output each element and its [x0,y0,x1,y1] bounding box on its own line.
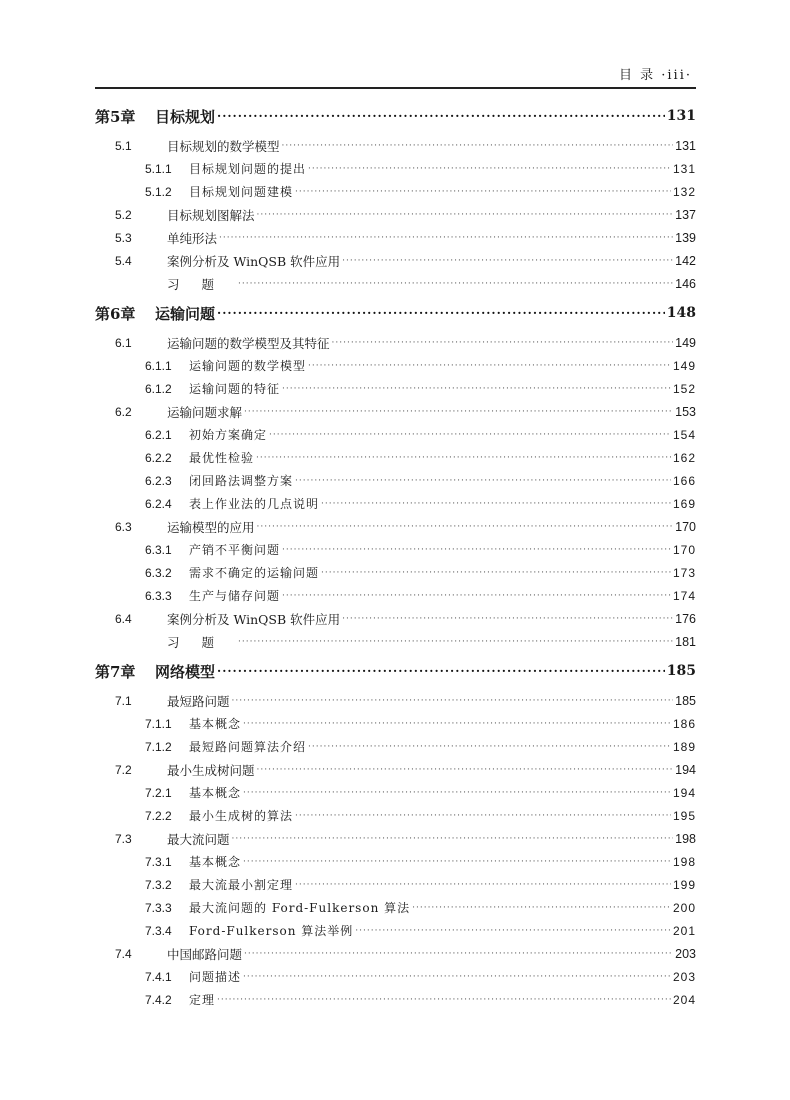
toc-entry-title: 初始方案确定 [189,428,268,442]
toc-subsection-row[interactable] [95,919,696,942]
toc-entry-title: 表上作业法的几点说明 [189,497,320,511]
toc-page-number: 181 [675,634,696,649]
toc-page-number: 199 [672,877,696,892]
toc-entry-number: 6.2 [115,404,132,419]
toc-section-row[interactable] [95,134,696,157]
dot-leader [332,338,674,348]
toc-subsection-row[interactable] [95,423,696,446]
dot-leader [217,109,665,123]
toc-entry-title: 最小生成树问题 [167,762,255,778]
toc-entry-number: 7.3.1 [145,854,172,869]
dot-leader [238,637,673,647]
toc-section-row[interactable] [95,942,696,965]
toc-entry-number: 6.2.1 [145,427,172,442]
toc-page-number: 185 [666,663,696,679]
toc-section-row[interactable] [95,607,696,630]
dot-leader [257,522,674,532]
toc-exercise-row[interactable] [95,630,696,653]
toc-entry-title: 网络模型 [155,662,216,681]
toc-entry-number: 7.4.2 [145,992,172,1007]
header-rule [95,87,696,89]
toc-entry-title: 基本概念 [189,786,242,800]
toc-entry-number: 6.3.2 [145,565,172,580]
dot-leader [243,972,671,982]
toc-entry-number: 7.3.3 [145,900,172,915]
toc-entry-title: 闭回路法调整方案 [189,474,294,488]
dot-leader [243,719,671,729]
toc-entry-number: 6.3.3 [145,588,172,603]
toc-page-number: 139 [675,230,696,245]
toc-page-number: 131 [672,161,696,176]
toc-subsection-row[interactable] [95,157,696,180]
toc-entry-number: 7.3 [115,831,132,846]
toc-entry-title: 定理 [189,993,216,1007]
toc-subsection-row[interactable] [95,180,696,203]
toc-entry-title: 习题 [167,276,237,292]
toc-page-number: 174 [672,588,696,603]
dot-leader [219,233,673,243]
dot-leader [342,256,673,266]
toc-entry-number: 6.2.2 [145,450,172,465]
toc-entry-number: 6.2.4 [145,496,172,511]
toc-section-row[interactable] [95,331,696,354]
toc-page-number: 131 [675,138,696,153]
toc-entry-title: 最大流问题 [167,831,230,847]
toc-entry-title: 基本概念 [189,855,242,869]
toc-section-row[interactable] [95,226,696,249]
toc-entry-title: 目标规划图解法 [167,207,255,223]
dot-leader [232,834,674,844]
dot-leader [282,591,671,601]
toc-section-row[interactable] [95,689,696,712]
toc-page-number: 154 [672,427,696,442]
dot-leader [355,926,671,936]
table-of-contents [95,98,696,1011]
toc-entry-title: 运输问题 [155,304,216,323]
toc-page-number: 173 [672,565,696,580]
toc-entry-number: 5.4 [115,253,132,268]
dot-leader [256,453,671,463]
toc-entry-number: 7.1.2 [145,739,172,754]
toc-page-number: 194 [675,762,696,777]
toc-page-number: 194 [672,785,696,800]
toc-page-number: 148 [666,305,696,321]
toc-page-number: 186 [672,716,696,731]
dot-leader [321,499,671,509]
toc-entry-title: 最优性检验 [189,451,255,465]
toc-entry-title: 需求不确定的运输问题 [189,566,320,580]
toc-section-row[interactable] [95,400,696,423]
dot-leader [244,407,673,417]
dot-leader [232,696,674,706]
dot-leader [342,614,673,624]
toc-page-number: 166 [672,473,696,488]
dot-leader [308,742,671,752]
toc-page-number: 153 [675,404,696,419]
toc-entry-number: 6.3 [115,519,132,534]
toc-entry-title: 最短路问题 [167,693,230,709]
toc-entry-title: 案例分析及 WinQSB 软件应用 [167,253,341,269]
dot-leader [257,210,674,220]
dot-leader [308,361,671,371]
toc-page-number: 170 [675,519,696,534]
toc-section-row[interactable] [95,203,696,226]
dot-leader [295,187,671,197]
dot-leader [217,306,665,320]
toc-page-number: 170 [672,542,696,557]
toc-section-row[interactable] [95,249,696,272]
toc-entry-title: 目标规划的数学模型 [167,138,280,154]
toc-entry-number: 第7章 [95,662,136,681]
dot-leader [282,141,674,151]
toc-section-row[interactable] [95,515,696,538]
toc-entry-title: 单纯形法 [167,230,218,246]
dot-leader [217,664,665,678]
dot-leader [321,568,671,578]
toc-entry-number: 第5章 [95,107,136,126]
toc-entry-title: 最大流问题的 Ford-Fulkerson 算法 [189,901,411,915]
toc-entry-title: Ford-Fulkerson 算法举例 [189,924,354,938]
toc-entry-number: 6.3.1 [145,542,172,557]
toc-entry-title: 中国邮路问题 [167,946,243,962]
toc-page-number: 132 [672,184,696,199]
toc-entry-title: 产销不平衡问题 [189,543,281,557]
toc-chapter-row[interactable] [95,98,696,134]
toc-subsection-row[interactable] [95,469,696,492]
toc-page-number: 201 [672,923,696,938]
dot-leader [295,880,671,890]
toc-page-number: 204 [672,992,696,1007]
page-header: 目 录 ·iii· [618,68,692,83]
toc-page-number: 142 [675,253,696,268]
toc-subsection-row[interactable] [95,561,696,584]
toc-subsection-row[interactable] [95,735,696,758]
toc-exercise-row[interactable] [95,272,696,295]
toc-page-number: 203 [672,969,696,984]
toc-page-number: 169 [672,496,696,511]
dot-leader [238,279,673,289]
toc-subsection-row[interactable] [95,492,696,515]
dot-leader [295,811,671,821]
dot-leader [308,164,671,174]
toc-entry-title: 基本概念 [189,717,242,731]
toc-chapter-row[interactable] [95,653,696,689]
toc-entry-number: 5.3 [115,230,132,245]
dot-leader [282,384,671,394]
toc-entry-number: 7.3.2 [145,877,172,892]
toc-subsection-row[interactable] [95,377,696,400]
toc-subsection-row[interactable] [95,988,696,1011]
toc-page-number: 198 [675,831,696,846]
toc-entry-number: 第6章 [95,304,136,323]
toc-entry-title: 最大流最小割定理 [189,878,294,892]
toc-page-number: 195 [672,808,696,823]
toc-page-number: 146 [675,276,696,291]
toc-page-number: 176 [675,611,696,626]
dot-leader [243,857,671,867]
dot-leader [243,788,671,798]
toc-entry-title: 目标规划问题建模 [189,185,294,199]
toc-entry-number: 5.1.1 [145,161,172,176]
toc-page-number: 149 [672,358,696,373]
toc-subsection-row[interactable] [95,804,696,827]
toc-subsection-row[interactable] [95,354,696,377]
toc-subsection-row[interactable] [95,584,696,607]
toc-entry-number: 7.1.1 [145,716,172,731]
toc-entry-title: 目标规划 [155,107,216,126]
toc-entry-title: 案例分析及 WinQSB 软件应用 [167,611,341,627]
toc-entry-title: 运输问题的数学模型 [189,359,307,373]
toc-entry-number: 6.2.3 [145,473,172,488]
toc-page-number: 162 [672,450,696,465]
toc-entry-number: 7.1 [115,693,132,708]
toc-entry-number: 7.4.1 [145,969,172,984]
toc-entry-title: 运输模型的应用 [167,519,255,535]
toc-entry-number: 6.1.2 [145,381,172,396]
toc-entry-title: 问题描述 [189,970,242,984]
toc-entry-title: 运输问题的特征 [189,382,281,396]
dot-leader [217,995,671,1005]
toc-entry-number: 7.2 [115,762,132,777]
toc-entry-title: 习题 [167,634,237,650]
dot-leader [244,949,673,959]
toc-subsection-row[interactable] [95,896,696,919]
toc-page-number: 189 [672,739,696,754]
toc-entry-number: 6.4 [115,611,132,626]
dot-leader [257,765,674,775]
toc-page-number: 203 [675,946,696,961]
toc-entry-number: 5.1 [115,138,132,153]
dot-leader [282,545,671,555]
toc-entry-number: 7.2.2 [145,808,172,823]
toc-entry-title: 生产与储存问题 [189,589,281,603]
toc-entry-title: 运输问题的数学模型及其特征 [167,335,330,351]
toc-page-number: 185 [675,693,696,708]
toc-section-row[interactable] [95,758,696,781]
toc-entry-title: 目标规划问题的提出 [189,162,307,176]
toc-entry-number: 6.1 [115,335,132,350]
toc-entry-number: 5.1.2 [145,184,172,199]
dot-leader [269,430,671,440]
toc-subsection-row[interactable] [95,781,696,804]
toc-section-row[interactable] [95,827,696,850]
toc-subsection-row[interactable] [95,873,696,896]
toc-entry-number: 5.2 [115,207,132,222]
toc-subsection-row[interactable] [95,538,696,561]
toc-entry-title: 最短路问题算法介绍 [189,740,307,754]
toc-entry-title: 最小生成树的算法 [189,809,294,823]
toc-subsection-row[interactable] [95,446,696,469]
toc-entry-number: 7.3.4 [145,923,172,938]
toc-page-number: 152 [672,381,696,396]
toc-subsection-row[interactable] [95,965,696,988]
toc-subsection-row[interactable] [95,712,696,735]
dot-leader [295,476,671,486]
toc-page-number: 200 [672,900,696,915]
toc-page-number: 198 [672,854,696,869]
toc-entry-title: 运输问题求解 [167,404,243,420]
toc-entry-number: 7.4 [115,946,132,961]
toc-chapter-row[interactable] [95,295,696,331]
toc-entry-number: 7.2.1 [145,785,172,800]
toc-page-number: 131 [666,108,696,124]
toc-subsection-row[interactable] [95,850,696,873]
toc-entry-number: 6.1.1 [145,358,172,373]
dot-leader [412,903,671,913]
toc-page-number: 137 [675,207,696,222]
toc-page-number: 149 [675,335,696,350]
